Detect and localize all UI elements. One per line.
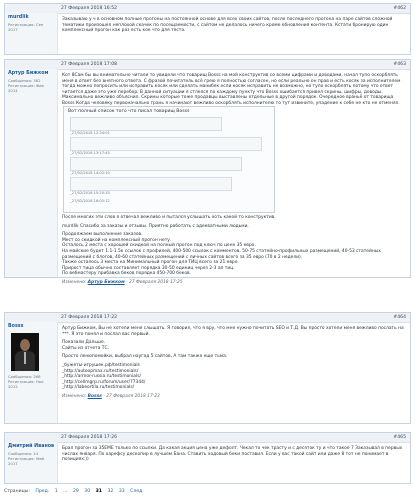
post-paragraph: Также осталось 3 места на Минимальный прогон для ТИЦ всего за 21 евро. — [62, 260, 239, 266]
pagination — [4, 489, 148, 498]
quote-screenshot — [70, 117, 222, 131]
post-header — [5, 4, 410, 14]
quote-screenshot — [70, 157, 242, 171]
pagination-prev[interactable]: Пред. — [35, 489, 50, 494]
pagination-page[interactable]: 33 — [118, 489, 125, 494]
post-author-panel — [5, 442, 58, 483]
quote-line: _27/02/2018 14:02:10 — [70, 171, 110, 175]
author-stat: 2014 — [8, 88, 18, 93]
pagination-ellipsis: ... — [63, 489, 68, 494]
post-text: Кот 8Сам бы вы внимательно читали то увидели что товарищ Bosss на мой конструктив со всеми цифрами и доводами, начал тупо оскорблять меня в ответ без внятного ответа. С фразой почитатель всё грею я полностью согласен, но если реально он прав и есть косяк за исполнителем тогда можно попросить или исправить косяк или сделать манибек если косяк исправить не возможно, но тупо оскорблять потому что ответ читается даже это уже перебор. В данной ситуации я стлелся по каждому пункту что Bosss ошибается привел скрины, шифры, доводы. Максимально вежливо объяснил. Скрины которые тоже продавцы выставлены отдельные в другой порядок. Очередное враньё от товарища Bosss Когда человеку первоначально грань я начинают вежливо оскорблять исполнителю то тут извините, упадение к себе не кто не отменял. — [62, 73, 401, 106]
post-line: Просто ленюпомойки, выбрал наугад 5 сайтов, А там также еще тьма. — [62, 354, 228, 360]
author-stat: 2017 — [8, 27, 18, 32]
post-line: Артур Бижком, Вы не хотели меня слышать. Я говорил, что я вру, что мне нужно почитать SEO и Т.Д. Вы просто хотели меня вежливо послать на ***. Я это понял и послал вас первый. — [62, 326, 404, 337]
author-stat: Регистрация: Сен — [8, 22, 44, 27]
post-paragraph: По вебмастеру прибавка беков порядка 450-700 беков. — [62, 271, 192, 277]
post-text: Брал прогон за 35ЕМЕ только по ссылки. Да какая акция цена уже дефолт. Чекал то чек трасту и с десяток ту и что такое 7 Заказывал в первых числах января. По харефсу дескопир в лучшем Бана. Ставить ходовый беки поставил. Если у вас такой сайт или даже 8 тот не понимает в позициях:)) — [62, 446, 403, 463]
edited-date: - 27 Февраля 2018 17:23 — [103, 393, 160, 399]
post-author-panel — [5, 13, 58, 54]
quote-line: _27/02/2018 13:17:45 — [70, 151, 110, 155]
quote-title: Вот полный список того что писал товарищ Bosss — [68, 109, 190, 114]
avatar-tie — [24, 352, 26, 364]
author-name-link[interactable]: Артур Бижком — [8, 71, 49, 76]
post-paragraph: Прирост тица обычно составляет порядка 30-50 единиц через 2-3 ап тиц. — [62, 265, 235, 271]
quote-line: _27/02/2018 12:34:01 — [70, 131, 110, 135]
pagination-page[interactable]: 30 — [84, 489, 91, 494]
author-name-link[interactable]: murdlik — [8, 15, 29, 20]
post-link-line[interactable]: _http://autoopmax.ru/testimonials/ — [62, 368, 139, 374]
pagination-next[interactable]: След. — [130, 489, 144, 494]
pagination-page[interactable]: 32 — [107, 489, 114, 494]
post-link-line[interactable]: _бужеты-игрушек.рф/testimonials — [62, 362, 140, 368]
forum-post — [4, 3, 411, 55]
post-body — [62, 73, 404, 106]
post-paragraph: Мест со скидкой на комплексный прогон нету. — [62, 237, 172, 243]
edited-note — [62, 280, 404, 286]
post-number-link[interactable]: #463 — [393, 62, 406, 67]
post-paragraph: На майские будет 1.1-1.5к ссылок с профилей, 400-500 ссылок с комментов, 50-75 статейно-профильных размещений, 40-53 статейных размещений с блогов, 40-60 статейных размещений с личных сайтов всего за 35 евро (70 в 2 недели). — [62, 248, 381, 260]
post-paragraph: После многих эти слов я отвечал вежливо и пытался услышать хоть какой то конструктив. — [62, 215, 276, 220]
edited-label: Изменено: — [62, 279, 87, 285]
post-paragraph: murdlik Спасибо за заказы и отзывы. Приятно работать с адекватными людьми. — [62, 223, 249, 229]
post-header — [5, 433, 410, 443]
edited-label: Изменено: — [62, 393, 87, 399]
author-stat: Сообщения: 266 — [8, 374, 41, 379]
post-paragraph: Осталось 2 места с хорошей скидкой на полный прогон под ключ по цене 35 евро. — [62, 243, 256, 249]
author-stat: Регистрация: Фев — [8, 83, 44, 88]
forum-post — [4, 59, 411, 285]
quote-screenshot — [70, 137, 262, 151]
post-header — [5, 60, 410, 70]
post-number-link[interactable]: #465 — [393, 435, 406, 440]
post-date: 27 Февраля 2018 17:26 — [61, 435, 118, 440]
quote-screenshot — [70, 177, 232, 191]
author-name-link[interactable]: Дмитрий Иванов — [8, 444, 55, 449]
post-author-panel — [5, 322, 58, 423]
edited-user-link[interactable]: Артур Бижком — [87, 279, 125, 285]
author-stat: 2012 — [8, 384, 18, 389]
author-stat: Регистрация: Май — [8, 456, 45, 461]
post-text: Заказываю у ч в основном полные прогоны на постоянной основе для всех своих сайтов, после последнего прогона на паре сайтов сложной тематики произошел неплохой скачек по посещаемости, с сайтом не делалось ничего кроме обновления контента. Кстати бронирую один комплексный прогон как раз есть кое что для теста. — [62, 17, 393, 34]
post-date: 27 Февраля 2018 17:08 — [61, 62, 118, 67]
post-number-link[interactable]: #462 — [393, 6, 406, 11]
post-body — [62, 446, 404, 463]
author-stat: 2017 — [8, 461, 18, 466]
pagination-page[interactable]: 29 — [72, 489, 79, 494]
quote-block — [63, 106, 275, 213]
post-body — [62, 326, 404, 400]
post-number-link[interactable]: #464 — [393, 315, 406, 320]
post-link-line[interactable]: _http://armor-russia.ru/testimonials/ — [62, 374, 141, 380]
post-paragraph: Продолжаем выполнение заказов. — [62, 232, 143, 238]
author-stat: Сообщения: 14 — [8, 451, 39, 456]
post-link-line[interactable]: _http://labeortila.ru/testimonials/ — [62, 385, 135, 391]
forum-post — [4, 432, 411, 484]
author-stat: Регистрация: Ноя — [8, 379, 44, 384]
post-author-panel — [5, 69, 58, 277]
pagination-current-page: 31 — [95, 489, 103, 494]
edited-note — [62, 394, 404, 400]
post-body — [62, 17, 404, 34]
pagination-label: Страницы: — [4, 489, 30, 494]
post-body-continued — [62, 215, 404, 286]
post-link-line[interactable]: _http://cellmgrp.ru/forum/user/77344/ — [62, 379, 146, 385]
edited-date: - 27 Февраля 2018 17:25 — [126, 279, 183, 285]
author-stat: Сообщения: 362 — [8, 78, 41, 83]
post-line: Сайты из отчета ТС. — [62, 345, 109, 351]
edited-user-link[interactable]: Bosss — [87, 393, 102, 399]
post-date: 27 Февраля 2018 16:52 — [61, 6, 118, 11]
quote-line: _27/02/2018 15:20:33 — [70, 191, 110, 195]
forum-post — [4, 312, 411, 424]
avatar — [11, 333, 39, 371]
post-date: 27 Февраля 2018 17:22 — [61, 315, 118, 320]
author-name-link[interactable]: Bosss — [8, 324, 24, 329]
post-line: Показали Дальше. — [62, 340, 106, 346]
pagination-page[interactable]: 1 — [54, 489, 58, 494]
post-header — [5, 313, 410, 323]
avatar-face — [20, 339, 30, 351]
quote-line: _27/02/2018 16:05:12 — [70, 199, 110, 203]
